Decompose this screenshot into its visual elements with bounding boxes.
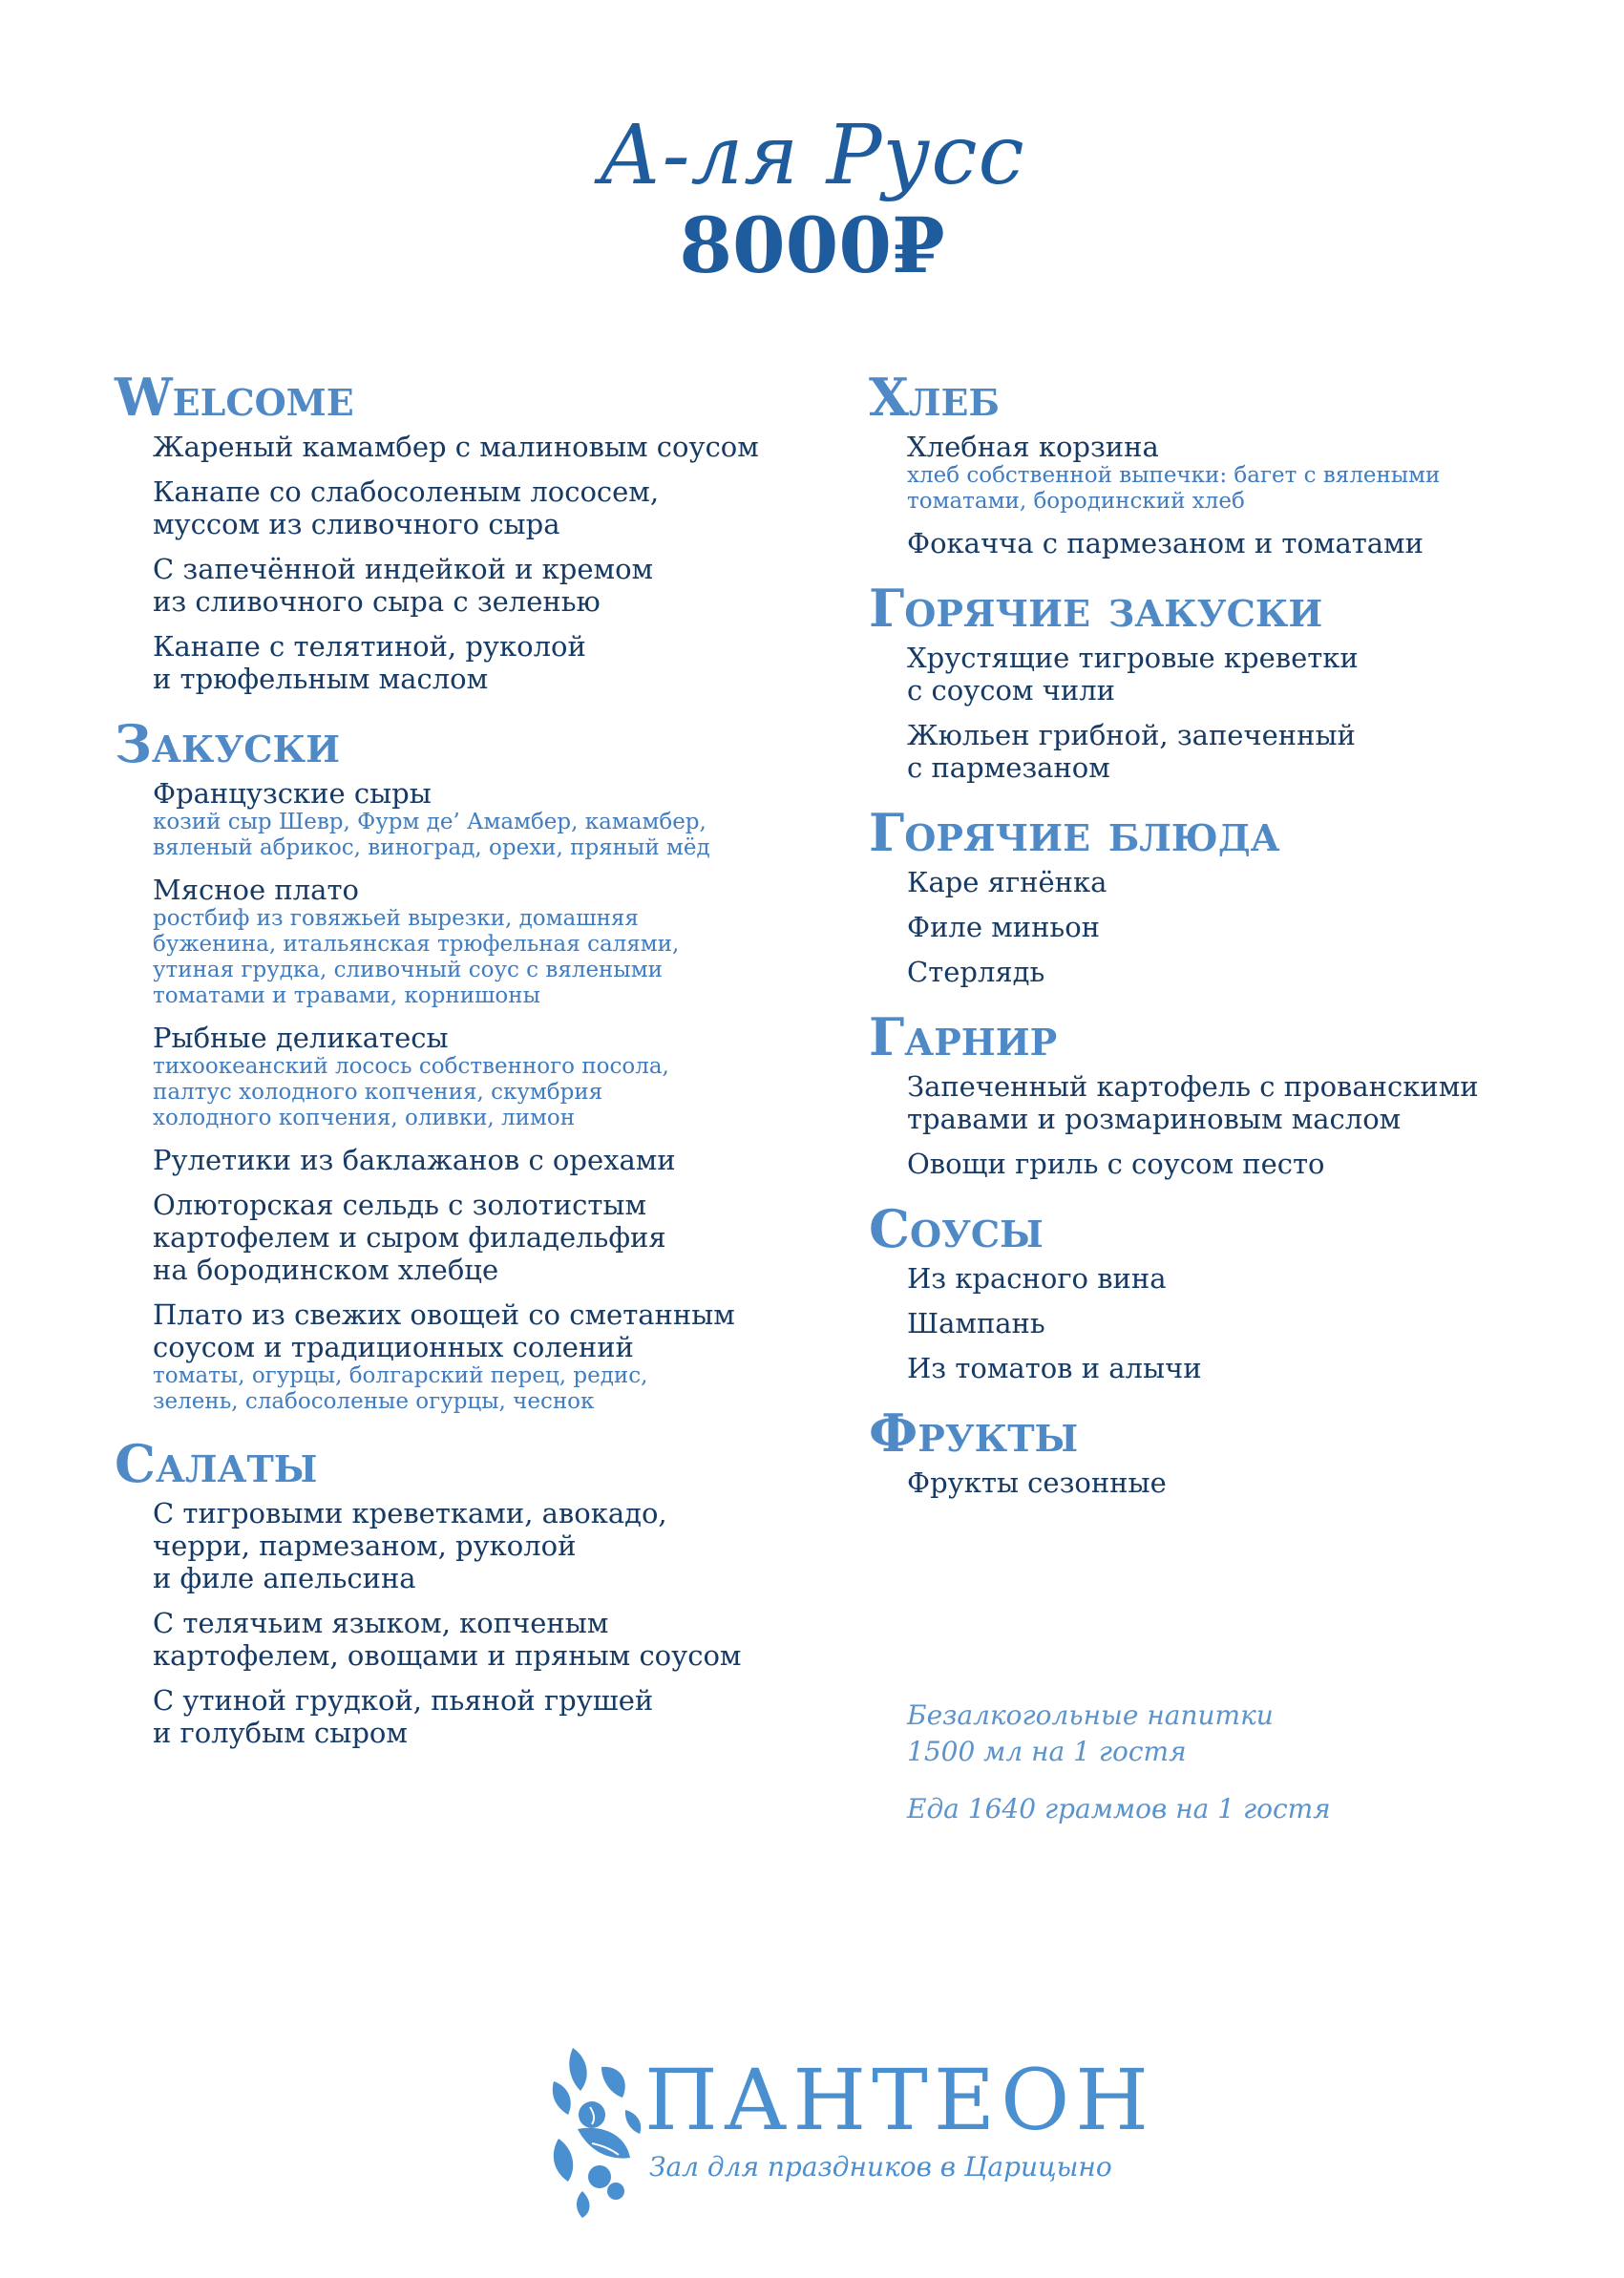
menu-item (153, 1684, 840, 1749)
menu-item-name: С запечённой индейкой и кремом из сливочного сыра с зеленью (153, 553, 654, 618)
menu-item-name: Стерлядь (907, 956, 1045, 988)
menu-item-name: Овощи гриль с соусом песто (907, 1148, 1325, 1180)
logo-name: ПАНТЕОН (644, 2051, 1154, 2149)
menu-item (153, 630, 840, 695)
menu-item (907, 1307, 1537, 1339)
logo-tagline: Зал для праздников в Царицыно (649, 2151, 1112, 2183)
menu-item-name: Рыбные деликатесы (153, 1022, 449, 1054)
menu-item-name: Каре ягнёнка (907, 866, 1107, 898)
menu-section (869, 1403, 1537, 1499)
menu-section (869, 579, 1537, 784)
section-title: Гарнир (869, 1006, 1058, 1067)
menu-item (907, 431, 1537, 515)
menu-item-description: тихоокеанский лосось собственного посола, палтус холодного копчения, скумбрия холодного копчения, оливки, лимон (153, 1054, 669, 1130)
section-items (907, 1466, 1537, 1499)
menu-item-description: томаты, огурцы, болгарский перец, редис, зелень, слабосоленые огурцы, чеснок (153, 1363, 648, 1414)
menu-notes (907, 1698, 1528, 1848)
menu-section (869, 1199, 1537, 1384)
menu-item-name: Олюторская сельдь с золотистым картофелем и сыром филадельфия на бородинском хлебце (153, 1189, 666, 1286)
section-title: Закуски (115, 713, 341, 774)
section-title: Хлеб (869, 367, 1000, 428)
section-items (907, 1070, 1537, 1180)
menu-item-description: козий сыр Шевр, Фурм де’ Амамбер, камамбер, вяленый абрикос, виноград, орехи, пряный мёд (153, 810, 710, 860)
menu-section (869, 368, 1537, 559)
menu-item-name: Филе миньон (907, 911, 1100, 943)
menu-section (869, 1007, 1537, 1180)
menu-section (115, 368, 840, 695)
menu-item-name: Из томатов и алычи (907, 1352, 1202, 1384)
menu-item (907, 911, 1537, 943)
menu-section (115, 714, 840, 1415)
menu-item (153, 777, 840, 861)
menu-item-name: Рулетики из баклажанов с орехами (153, 1144, 676, 1176)
section-items (153, 1497, 840, 1749)
menu-item (907, 1352, 1537, 1384)
floral-ornament-icon (535, 2038, 649, 2220)
menu-item-name: С утиной грудкой, пьяной грушей и голубым сыром (153, 1684, 654, 1749)
section-items (153, 777, 840, 1415)
menu-item (907, 1262, 1537, 1295)
menu-item (907, 1148, 1537, 1180)
section-title: Соусы (869, 1198, 1044, 1259)
menu-item (907, 1466, 1537, 1499)
menu-item (153, 1144, 840, 1176)
menu-item (153, 1022, 840, 1131)
left-column (115, 368, 840, 1768)
section-title: Фрукты (869, 1403, 1079, 1464)
menu-item-name: Шампань (907, 1307, 1045, 1339)
section-items (153, 431, 840, 695)
menu-item (907, 866, 1537, 898)
menu-item-name: Хрустящие тигровые креветки с соусом чили (907, 642, 1359, 707)
menu-item-name: С тигровыми креветками, авокадо, черри, пармезаном, руколой и филе апельсина (153, 1497, 667, 1594)
menu-section (115, 1434, 840, 1749)
menu-item-name: Мясное плато (153, 874, 359, 906)
menu-item (153, 1607, 840, 1672)
menu-item-name: Хлебная корзина (907, 431, 1159, 463)
section-title: Горячие блюда (869, 802, 1280, 863)
menu-price: 8000₽ (679, 200, 945, 290)
menu-item (907, 527, 1537, 559)
menu-header (0, 110, 1624, 289)
drinks-note: Безалкогольные напитки 1500 мл на 1 гостя (907, 1699, 1274, 1767)
menu-item-name: С телячьим языком, копченым картофелем, овощами и пряным соусом (153, 1607, 742, 1672)
menu-item (153, 431, 840, 463)
menu-item (153, 1497, 840, 1594)
menu-item (907, 642, 1537, 707)
menu-item-name: Из красного вина (907, 1262, 1167, 1295)
menu-title: А-ля Русс (599, 108, 1025, 203)
section-title: Салаты (115, 1433, 318, 1494)
section-items (907, 431, 1537, 559)
menu-item-description: ростбиф из говяжьей вырезки, домашняя буженина, итальянская трюфельная салями, утиная грудка, сливочный соус с вялеными томатами и травами, корнишоны (153, 906, 680, 1008)
menu-item-description: хлеб собственной выпечки: багет с вялеными томатами, бородинский хлеб (907, 463, 1441, 514)
menu-item-name: Французские сыры (153, 777, 432, 810)
pantheon-logo (535, 2038, 1154, 2220)
menu-item-name: Жюльен грибной, запеченный с пармезаном (907, 719, 1356, 784)
menu-section (869, 803, 1537, 988)
menu-item (907, 956, 1537, 988)
menu-item (153, 475, 840, 540)
section-items (907, 642, 1537, 784)
menu-item (907, 719, 1537, 784)
menu-item (153, 1189, 840, 1286)
right-column (869, 368, 1537, 1518)
menu-item-name: Запеченный картофель с прованскими травами и розмариновым маслом (907, 1070, 1479, 1135)
menu-item-name: Фокачча с пармезаном и томатами (907, 527, 1424, 559)
food-note: Еда 1640 граммов на 1 гостя (907, 1793, 1331, 1825)
menu-item-name: Жареный камамбер с малиновым соусом (153, 431, 759, 463)
menu-item-name: Плато из свежих овощей со сметанным соусом и традиционных солений (153, 1298, 735, 1363)
section-items (907, 866, 1537, 988)
menu-item-name: Канапе со слабосоленым лососем, муссом из сливочного сыра (153, 475, 660, 540)
menu-item (907, 1070, 1537, 1135)
menu-item (153, 1298, 840, 1415)
menu-item-name: Фрукты сезонные (907, 1466, 1167, 1499)
section-title: Welcome (115, 367, 354, 428)
section-title: Горячие закуски (869, 578, 1323, 639)
menu-item-name: Канапе с телятиной, руколой и трюфельным маслом (153, 630, 586, 695)
section-items (907, 1262, 1537, 1384)
menu-item (153, 553, 840, 618)
menu-item (153, 874, 840, 1009)
